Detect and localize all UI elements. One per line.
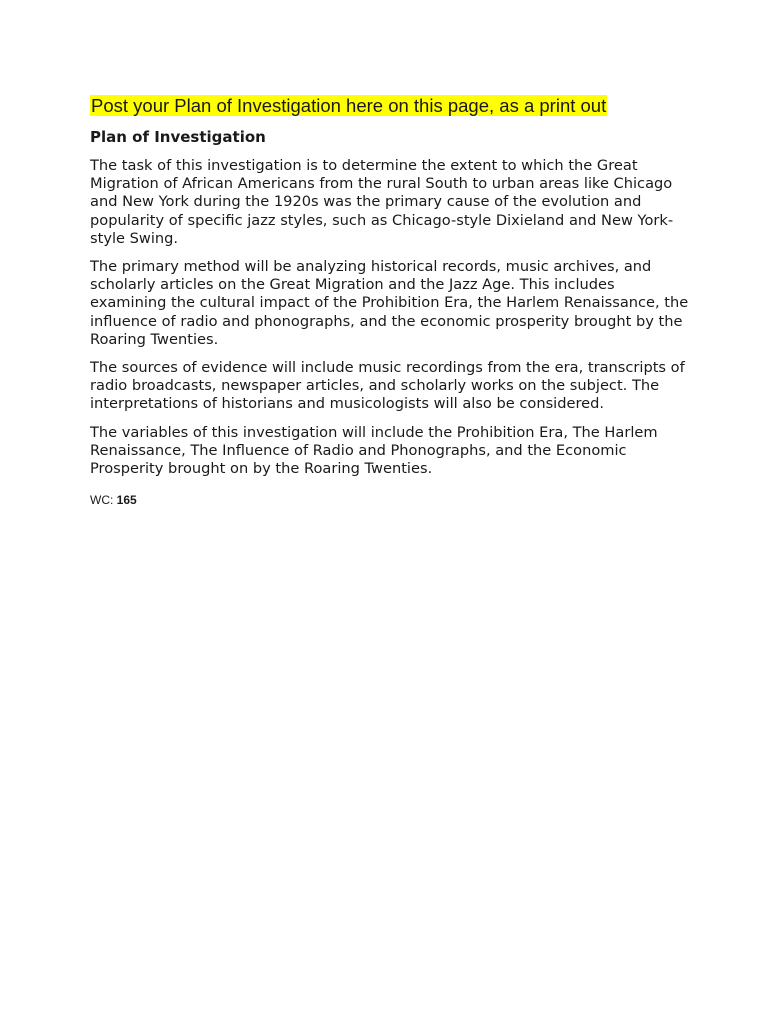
word-count-value: 165 [116, 493, 137, 508]
word-count [90, 492, 690, 508]
paragraph-method: The primary method will be analyzing historical records, music archives, and scholarly articles on the Great Migration and the Jazz Age. This includes examining the cultural impact of the Prohibition Era, the Harlem Renaissance, the influence of radio and phonographs, and the economic prosperity brought by the Roaring Twenties. [90, 258, 689, 348]
paragraph-sources: The sources of evidence will include music recordings from the era, transcripts of radio broadcasts, newspaper articles, and scholarly works on the subject. The interpretations of historians and musicologists will also be considered. [90, 359, 685, 413]
word-count-label: WC: [90, 493, 117, 508]
instruction-line [90, 95, 690, 117]
highlighted-instruction: Post your Plan of Investigation here on this page, as a print out [91, 95, 607, 116]
section-heading: Plan of Investigation [90, 128, 266, 146]
document-body [90, 95, 690, 508]
paragraph-task: The task of this investigation is to determine the extent to which the Great Migration of African Americans from the rural South to urban areas like Chicago and New York during the 1920s was the primary cause of the evolution and popularity of specific jazz styles, such as Chicago-style Dixieland and New York-style Swing. [90, 157, 674, 247]
paragraph-variables: The variables of this investigation will include the Prohibition Era, The Harlem Renaissance, The Influence of Radio and Phonographs, and the Economic Prosperity brought on by the Roaring Twenties. [90, 423, 658, 478]
